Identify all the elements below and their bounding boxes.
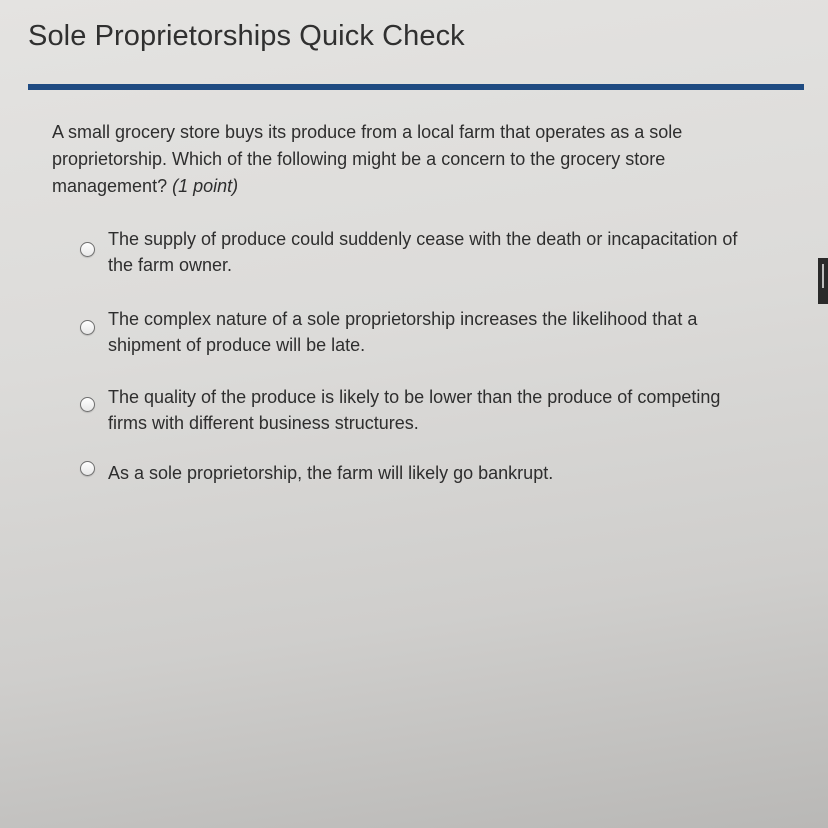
- page-title: Sole Proprietorships Quick Check: [28, 20, 465, 52]
- question-text: A small grocery store buys its produce from a local farm that operates as a sole proprietorship. Which of the following might be a concern to the grocery store management?: [52, 122, 683, 196]
- answer-option-label[interactable]: The quality of the produce is likely to be lower than the produce of competing firms with different business structures.: [108, 387, 721, 433]
- answer-option-4[interactable]: [80, 458, 740, 488]
- answer-option-3[interactable]: [80, 384, 740, 440]
- answer-option-label[interactable]: As a sole proprietorship, the farm will likely go bankrupt.: [108, 463, 554, 483]
- answer-option-1[interactable]: [80, 226, 740, 282]
- radio-button-icon[interactable]: [80, 397, 95, 412]
- answer-option-label[interactable]: The complex nature of a sole proprietorship increases the likelihood that a shipment of produce will be late.: [108, 309, 698, 355]
- radio-button-icon[interactable]: [80, 461, 95, 476]
- side-panel-tab[interactable]: [818, 258, 828, 304]
- radio-button-icon[interactable]: [80, 320, 95, 335]
- question-points: (1 point): [172, 176, 239, 196]
- radio-button-icon[interactable]: [80, 242, 95, 257]
- answer-option-2[interactable]: [80, 306, 740, 362]
- answer-option-label[interactable]: The supply of produce could suddenly cease with the death or incapacitation of the farm owner.: [108, 229, 738, 275]
